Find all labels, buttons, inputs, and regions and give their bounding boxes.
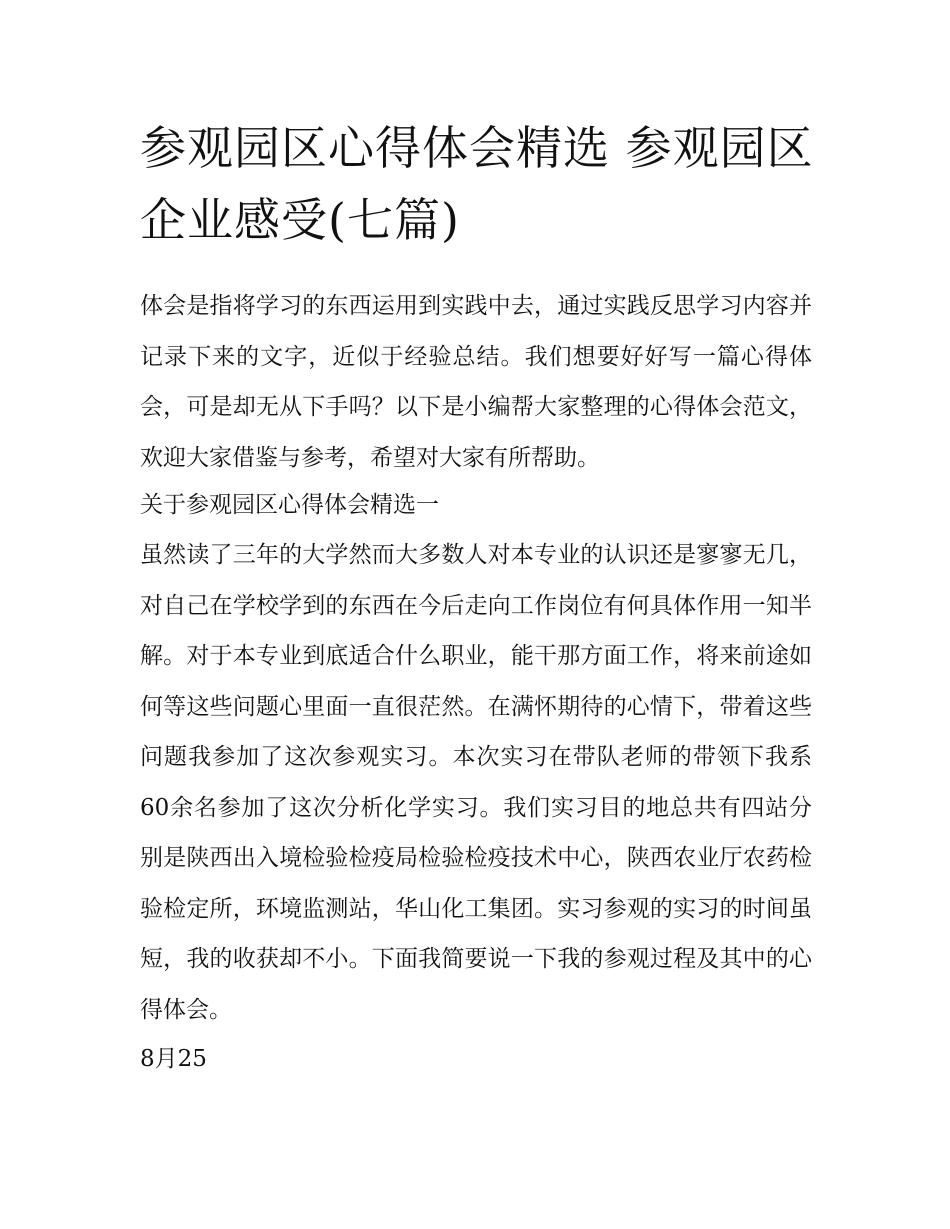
intro-paragraph: 体会是指将学习的东西运用到实践中去，通过实践反思学习内容并记录下来的文字，近似于经验总结。我们想要好好写一篇心得体会，可是却无从下手吗？以下是小编帮大家整理的心得体会范文，欢迎大家借鉴与参考，希望对大家有所帮助。 [140,293,812,471]
date-fragment: 8月25 [140,1046,207,1072]
body-paragraph: 虽然读了三年的大学然而大多数人对本专业的认识还是寥寥无几，对自己在学校学到的东西在今后走向工作岗位有何具体作用一知半解。对于本专业到底适合什么职业，能干那方面工作，将来前途如何等这些问题心里面一直很茫然。在满怀期待的心情下，带着这些问题我参加了这次参观实习。本次实习在带队老师的带领下我系60余名参加了这次分析化学实习。我们实习目的地总共有四站分别是陕西出入境检验检疫局检验检疫技术中心，陕西农业厅农药检验检定所，环境监测站，华山化工集团。实习参观的实习的时间虽短，我的收获却不小。下面我简要说一下我的参观过程及其中的心得体会。 [140,542,812,1023]
section-heading: 关于参观园区心得体会精选一 [140,492,439,518]
document-title: 参观园区心得体会精选 参观园区企业感受(七篇) [140,121,814,247]
